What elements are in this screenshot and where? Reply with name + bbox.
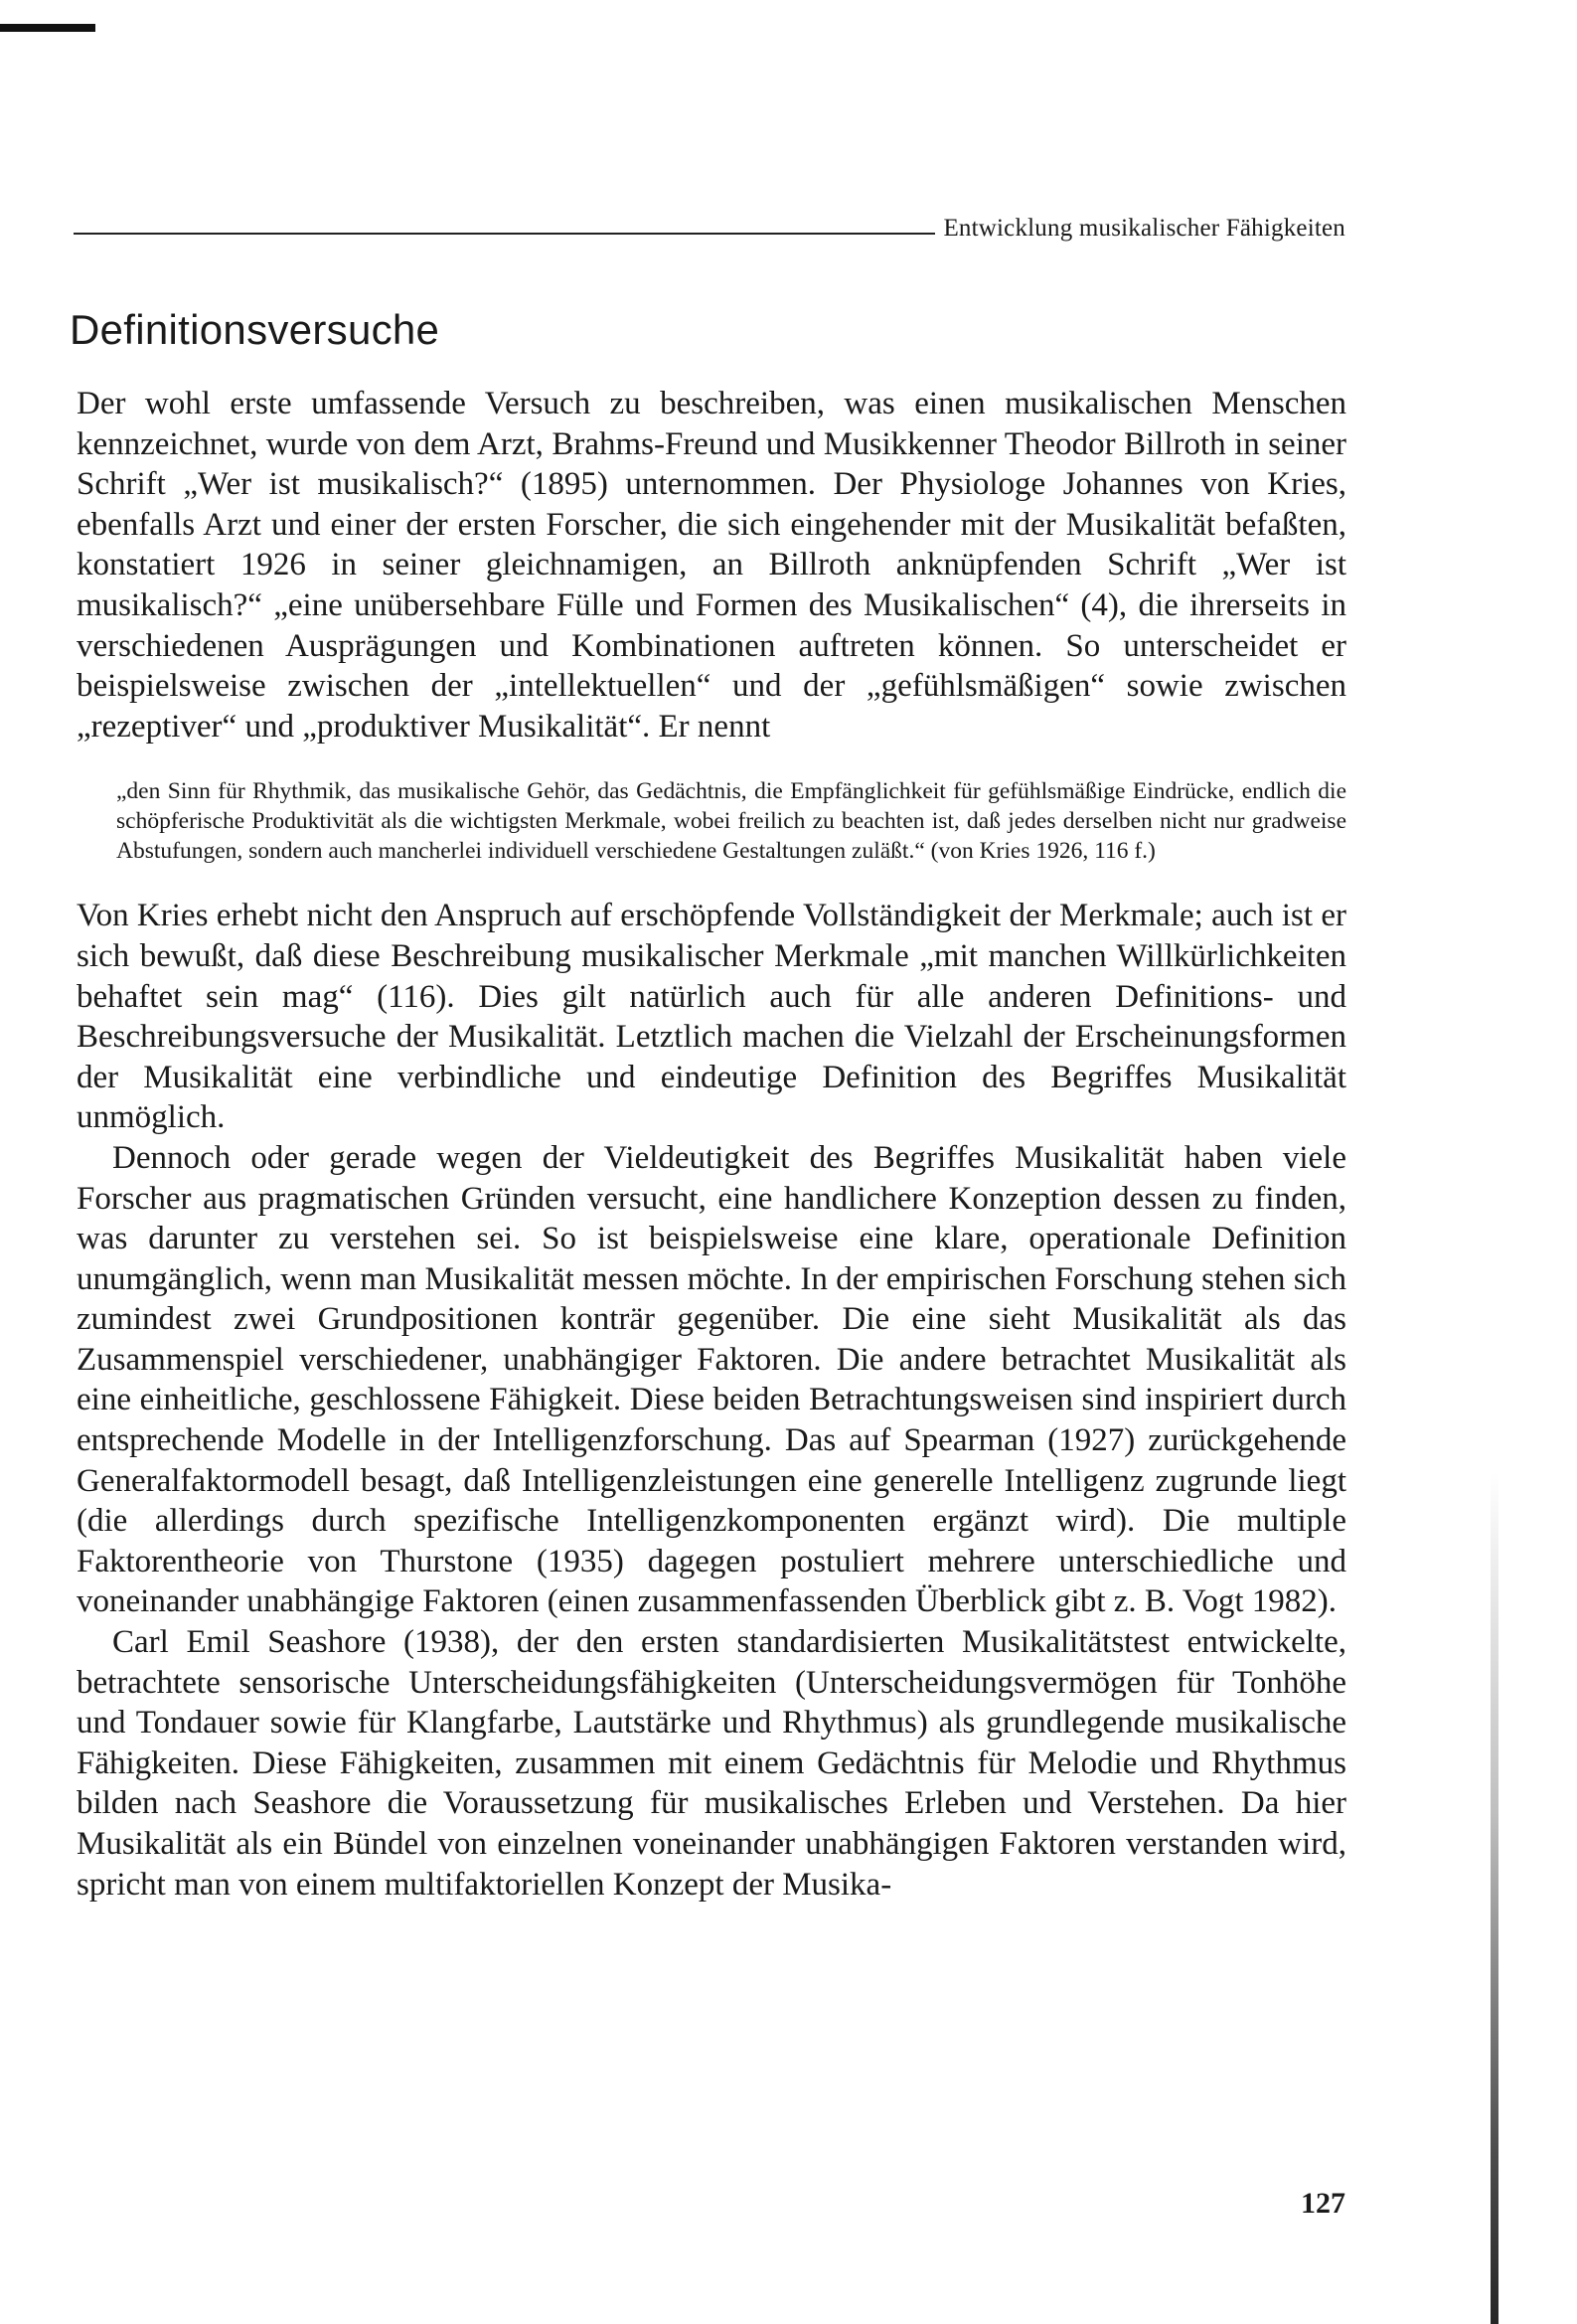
scan-corner-mark <box>0 24 95 32</box>
scan-binding-edge <box>1491 1471 1498 2324</box>
block-quote: „den Sinn für Rhythmik, das musikalische Gehör, das Gedächtnis, die Empfänglichkeit für gefühlsmäßige Eindrücke, endlich die schöpferische Produktivität als die wichtigsten Merkmale, wobei freilich zu beachten ist, daß jedes derselben nicht nur gradweise Abstufungen, sondern auch mancherlei individuell verschiedene Gestaltungen zuläßt.“ (von Kries 1926, 116 f.) <box>116 778 1346 865</box>
paragraph-1: Der wohl erste umfassende Versuch zu beschreiben, was einen musikalischen Menschen kennzeichnet, wurde von dem Arzt, Brahms-Freund und Musikkenner Theodor Billroth in seiner Schrift „Wer ist musikalisch?“ (1895) unternommen. Der Physiologe Johannes von Kries, ebenfalls Arzt und einer der ersten Forscher, die sich eingehender mit der Musikalität befaßten, konstatiert 1926 in seiner gleichnamigen, an Billroth anknüpfenden Schrift „Wer ist musikalisch?“ „eine unübersehbare Fülle und Formen des Musikalischen“ (4), die ihrerseits in verschiedenen Ausprägungen und Kombinationen auftreten können. So unterscheidet er beispielsweise zwischen der „intellektuellen“ und der „gefühlsmäßigen“ sowie zwischen „rezeptiver“ und „produktiver Musikalität“. Er nennt <box>77 386 1346 745</box>
paragraph-2: Von Kries erhebt nicht den Anspruch auf erschöpfende Vollständigkeit der Merkmale; auch ist er sich bewußt, daß diese Beschreibung musikalischer Merkmale „mit manchen Willkürlichkeiten behaftet sein mag“ (116). Dies gilt natürlich auch für alle anderen Definitions- und Beschreibungsversuche der Musikalität. Letztlich machen die Vielzahl der Erscheinungsformen der Musikalität eine verbindliche und eindeutige Definition des Begriffes Musikalität unmöglich. <box>77 898 1346 1136</box>
header-rule <box>74 233 935 235</box>
page-number: 127 <box>1301 2187 1345 2220</box>
paragraph-4: Carl Emil Seashore (1938), der den ersten standardisierten Musikalitätstest entwickelte, betrachtete sensorische Unterscheidungsfähigkeiten (Unterscheidungsvermögen für Tonhöhe und Tondauer sowie für Klangfarbe, Lautstärke und Rhythmus) als grundlegende musikalische Fähigkeiten. Diese Fähigkeiten, zusammen mit einem Gedächtnis für Melodie und Rhythmus bilden nach Seashore die Voraussetzung für musikalisches Erleben und Verstehen. Da hier Musikalität als ein Bündel von einzelnen voneinander unabhängigen Faktoren verstanden wird, spricht man von einem multifaktoriellen Konzept der Musika- <box>77 1624 1346 1903</box>
paragraph-3: Dennoch oder gerade wegen der Vieldeutigkeit des Begriffes Musikalität haben viele Forscher aus pragmatischen Gründen versucht, eine handlichere Konzeption dessen zu finden, was darunter zu verstehen sei. So ist beispielsweise eine klare, operationale Definition unumgänglich, wenn man Musikalität messen möchte. In der empirischen Forschung stehen sich zumindest zwei Grundpositionen konträr gegenüber. Die eine sieht Musikalität als das Zusammenspiel verschiedener, unabhängiger Faktoren. Die andere betrachtet Musikalität als eine einheitliche, geschlossene Fähigkeit. Diese beiden Betrachtungsweisen sind inspiriert durch entsprechende Modelle in der Intelligenzforschung. Das auf Spearman (1927) zurückgehende Generalfaktormodell besagt, daß Intelligenzleistungen eine generelle Intelligenz zugrunde liegt (die allerdings durch spezifische Intelligenzkomponenten ergänzt wird). Die multiple Faktorentheorie von Thurstone (1935) dagegen postuliert mehrere unterschiedliche und voneinander unabhängige Faktoren (einen zusammenfassenden Überblick gibt z. B. Vogt 1982). <box>77 1139 1346 1620</box>
section-title: Definitionsversuche <box>70 306 440 353</box>
running-head <box>74 215 1345 243</box>
running-head-text: Entwicklung musikalischer Fähigkeiten <box>943 215 1345 242</box>
body-text <box>77 384 1346 1905</box>
